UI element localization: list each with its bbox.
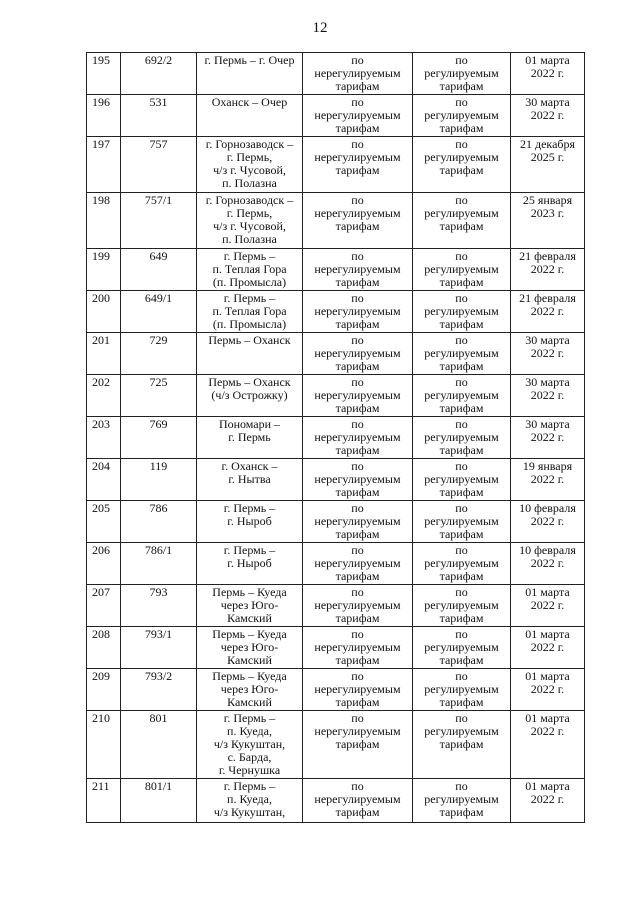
table-row	[87, 779, 585, 823]
route-tariff: по регулируемым тарифам	[413, 711, 511, 779]
route-type: по нерегулируемым тарифам	[303, 333, 413, 375]
route-number: 729	[121, 333, 197, 375]
route-tariff: по регулируемым тарифам	[413, 585, 511, 627]
route-tariff: по регулируемым тарифам	[413, 53, 511, 95]
row-number: 209	[87, 669, 121, 711]
route-number: 757/1	[121, 193, 197, 249]
row-number: 202	[87, 375, 121, 417]
row-number: 197	[87, 137, 121, 193]
route-tariff: по регулируемым тарифам	[413, 333, 511, 375]
route-date: 30 марта 2022 г.	[511, 375, 585, 417]
route-number: 801/1	[121, 779, 197, 823]
row-number: 207	[87, 585, 121, 627]
row-number: 208	[87, 627, 121, 669]
table-row	[87, 459, 585, 501]
route-name: г. Пермь – п. Куеда, ч/з Кукуштан,	[197, 779, 303, 823]
row-number: 203	[87, 417, 121, 459]
route-tariff: по регулируемым тарифам	[413, 669, 511, 711]
route-type: по нерегулируемым тарифам	[303, 249, 413, 291]
route-name: Пермь – Куеда через Юго- Камский	[197, 585, 303, 627]
route-tariff: по регулируемым тарифам	[413, 779, 511, 823]
route-type: по нерегулируемым тарифам	[303, 669, 413, 711]
table-row	[87, 193, 585, 249]
table-row	[87, 669, 585, 711]
row-number: 198	[87, 193, 121, 249]
route-name: г. Пермь – г. Ныроб	[197, 501, 303, 543]
route-tariff: по регулируемым тарифам	[413, 375, 511, 417]
row-number: 199	[87, 249, 121, 291]
route-type: по нерегулируемым тарифам	[303, 501, 413, 543]
route-type: по нерегулируемым тарифам	[303, 779, 413, 823]
table-row	[87, 585, 585, 627]
route-type: по нерегулируемым тарифам	[303, 543, 413, 585]
route-date: 10 февраля 2022 г.	[511, 543, 585, 585]
route-date: 25 января 2023 г.	[511, 193, 585, 249]
route-date: 21 февраля 2022 г.	[511, 291, 585, 333]
table-row	[87, 249, 585, 291]
route-name: г. Пермь – п. Куеда, ч/з Кукуштан, с. Барда, г. Чернушка	[197, 711, 303, 779]
route-type: по нерегулируемым тарифам	[303, 291, 413, 333]
route-number: 119	[121, 459, 197, 501]
table-row	[87, 375, 585, 417]
route-number: 692/2	[121, 53, 197, 95]
route-name: г. Горнозаводск – г. Пермь, ч/з г. Чусовой, п. Полазна	[197, 137, 303, 193]
route-type: по нерегулируемым тарифам	[303, 137, 413, 193]
route-date: 01 марта 2022 г.	[511, 669, 585, 711]
route-name: г. Пермь – п. Теплая Гора (п. Промысла)	[197, 291, 303, 333]
route-date: 01 марта 2022 г.	[511, 627, 585, 669]
route-date: 30 марта 2022 г.	[511, 333, 585, 375]
route-tariff: по регулируемым тарифам	[413, 627, 511, 669]
route-date: 01 марта 2022 г.	[511, 585, 585, 627]
route-type: по нерегулируемым тарифам	[303, 459, 413, 501]
route-name: г. Пермь – п. Теплая Гора (п. Промысла)	[197, 249, 303, 291]
route-number: 769	[121, 417, 197, 459]
route-name: г. Оханск – г. Нытва	[197, 459, 303, 501]
route-name: г. Горнозаводск – г. Пермь, ч/з г. Чусовой, п. Полазна	[197, 193, 303, 249]
route-number: 725	[121, 375, 197, 417]
route-tariff: по регулируемым тарифам	[413, 291, 511, 333]
route-type: по нерегулируемым тарифам	[303, 711, 413, 779]
route-type: по нерегулируемым тарифам	[303, 193, 413, 249]
route-tariff: по регулируемым тарифам	[413, 137, 511, 193]
page-number: 12	[312, 20, 328, 36]
route-type: по нерегулируемым тарифам	[303, 375, 413, 417]
row-number: 205	[87, 501, 121, 543]
route-date: 01 марта 2022 г.	[511, 779, 585, 823]
routes-table	[86, 52, 585, 823]
route-date: 01 марта 2022 г.	[511, 53, 585, 95]
table-row	[87, 53, 585, 95]
route-tariff: по регулируемым тарифам	[413, 459, 511, 501]
row-number: 210	[87, 711, 121, 779]
row-number: 196	[87, 95, 121, 137]
route-number: 801	[121, 711, 197, 779]
route-date: 30 марта 2022 г.	[511, 95, 585, 137]
route-date: 21 декабря 2025 г.	[511, 137, 585, 193]
table-row	[87, 627, 585, 669]
route-tariff: по регулируемым тарифам	[413, 193, 511, 249]
route-number: 793/1	[121, 627, 197, 669]
route-name: Пермь – Куеда через Юго- Камский	[197, 627, 303, 669]
route-number: 757	[121, 137, 197, 193]
route-name: Пермь – Куеда через Юго- Камский	[197, 669, 303, 711]
table-row	[87, 711, 585, 779]
table-row	[87, 137, 585, 193]
table-row	[87, 333, 585, 375]
route-tariff: по регулируемым тарифам	[413, 417, 511, 459]
table-row	[87, 543, 585, 585]
table-row	[87, 417, 585, 459]
route-date: 21 февраля 2022 г.	[511, 249, 585, 291]
route-type: по нерегулируемым тарифам	[303, 585, 413, 627]
route-name: г. Пермь – г. Ныроб	[197, 543, 303, 585]
route-number: 786/1	[121, 543, 197, 585]
row-number: 200	[87, 291, 121, 333]
route-tariff: по регулируемым тарифам	[413, 249, 511, 291]
route-date: 30 марта 2022 г.	[511, 417, 585, 459]
route-date: 01 марта 2022 г.	[511, 711, 585, 779]
route-number: 531	[121, 95, 197, 137]
route-number: 649/1	[121, 291, 197, 333]
row-number: 195	[87, 53, 121, 95]
route-type: по нерегулируемым тарифам	[303, 627, 413, 669]
route-name: Оханск – Очер	[197, 95, 303, 137]
row-number: 204	[87, 459, 121, 501]
route-number: 793/2	[121, 669, 197, 711]
table-row	[87, 95, 585, 137]
route-type: по нерегулируемым тарифам	[303, 95, 413, 137]
route-type: по нерегулируемым тарифам	[303, 417, 413, 459]
route-date: 10 февраля 2022 г.	[511, 501, 585, 543]
route-name: Пермь – Оханск	[197, 333, 303, 375]
row-number: 211	[87, 779, 121, 823]
route-number: 793	[121, 585, 197, 627]
route-number: 649	[121, 249, 197, 291]
route-number: 786	[121, 501, 197, 543]
route-tariff: по регулируемым тарифам	[413, 95, 511, 137]
table-row	[87, 291, 585, 333]
route-name: г. Пермь – г. Очер	[197, 53, 303, 95]
table-row	[87, 501, 585, 543]
row-number: 201	[87, 333, 121, 375]
route-tariff: по регулируемым тарифам	[413, 543, 511, 585]
route-date: 19 января 2022 г.	[511, 459, 585, 501]
route-name: Пономари – г. Пермь	[197, 417, 303, 459]
route-name: Пермь – Оханск (ч/з Острожку)	[197, 375, 303, 417]
route-type: по нерегулируемым тарифам	[303, 53, 413, 95]
row-number: 206	[87, 543, 121, 585]
route-tariff: по регулируемым тарифам	[413, 501, 511, 543]
